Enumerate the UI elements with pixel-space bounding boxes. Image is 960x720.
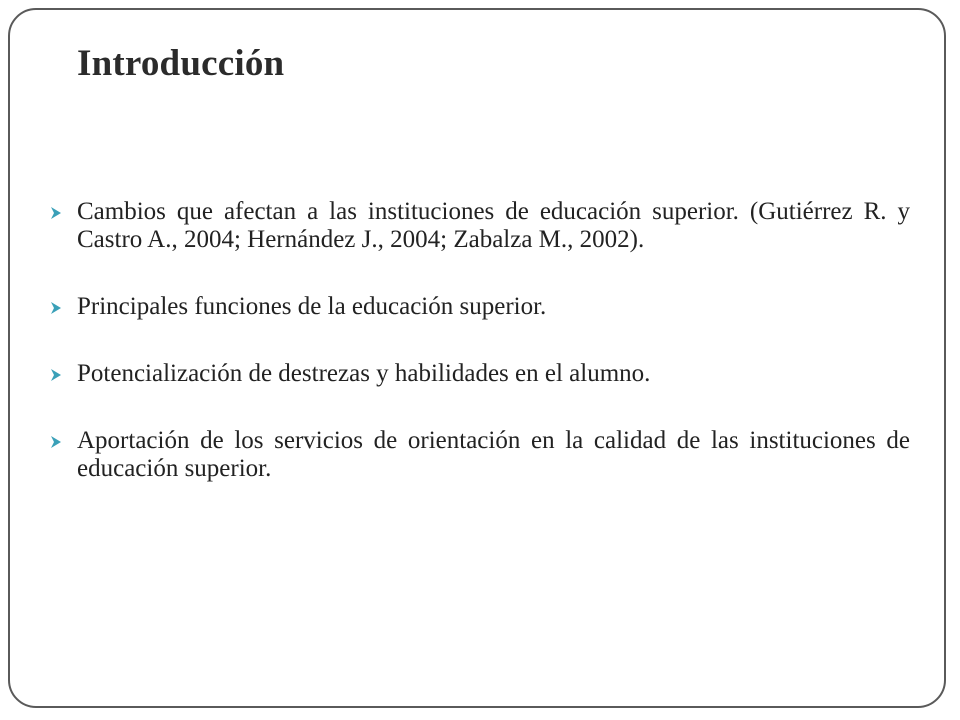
arrow-bullet-icon: [50, 302, 62, 314]
bullet-text: Aportación de los servicios de orientación en la calidad de las instituciones de educación superior.: [77, 427, 910, 482]
bullet-item: [50, 360, 910, 388]
arrow-bullet-icon: [50, 369, 62, 381]
bullet-text: Principales funciones de la educación superior.: [77, 293, 547, 320]
bullet-item: [50, 293, 910, 321]
bullet-item: [50, 427, 910, 483]
bullet-text: Cambios que afectan a las instituciones de educación superior. (Gutiérrez R. y Castro A., 2004; Hernández J., 2004; Zabalza M., 2002).: [77, 198, 910, 253]
bullet-list: [50, 198, 910, 522]
arrow-bullet-icon: [50, 207, 62, 219]
slide-title: Introducción: [77, 43, 285, 84]
bullet-text: Potencialización de destrezas y habilidades en el alumno.: [77, 360, 651, 387]
bullet-item: [50, 198, 910, 254]
arrow-bullet-icon: [50, 436, 62, 448]
